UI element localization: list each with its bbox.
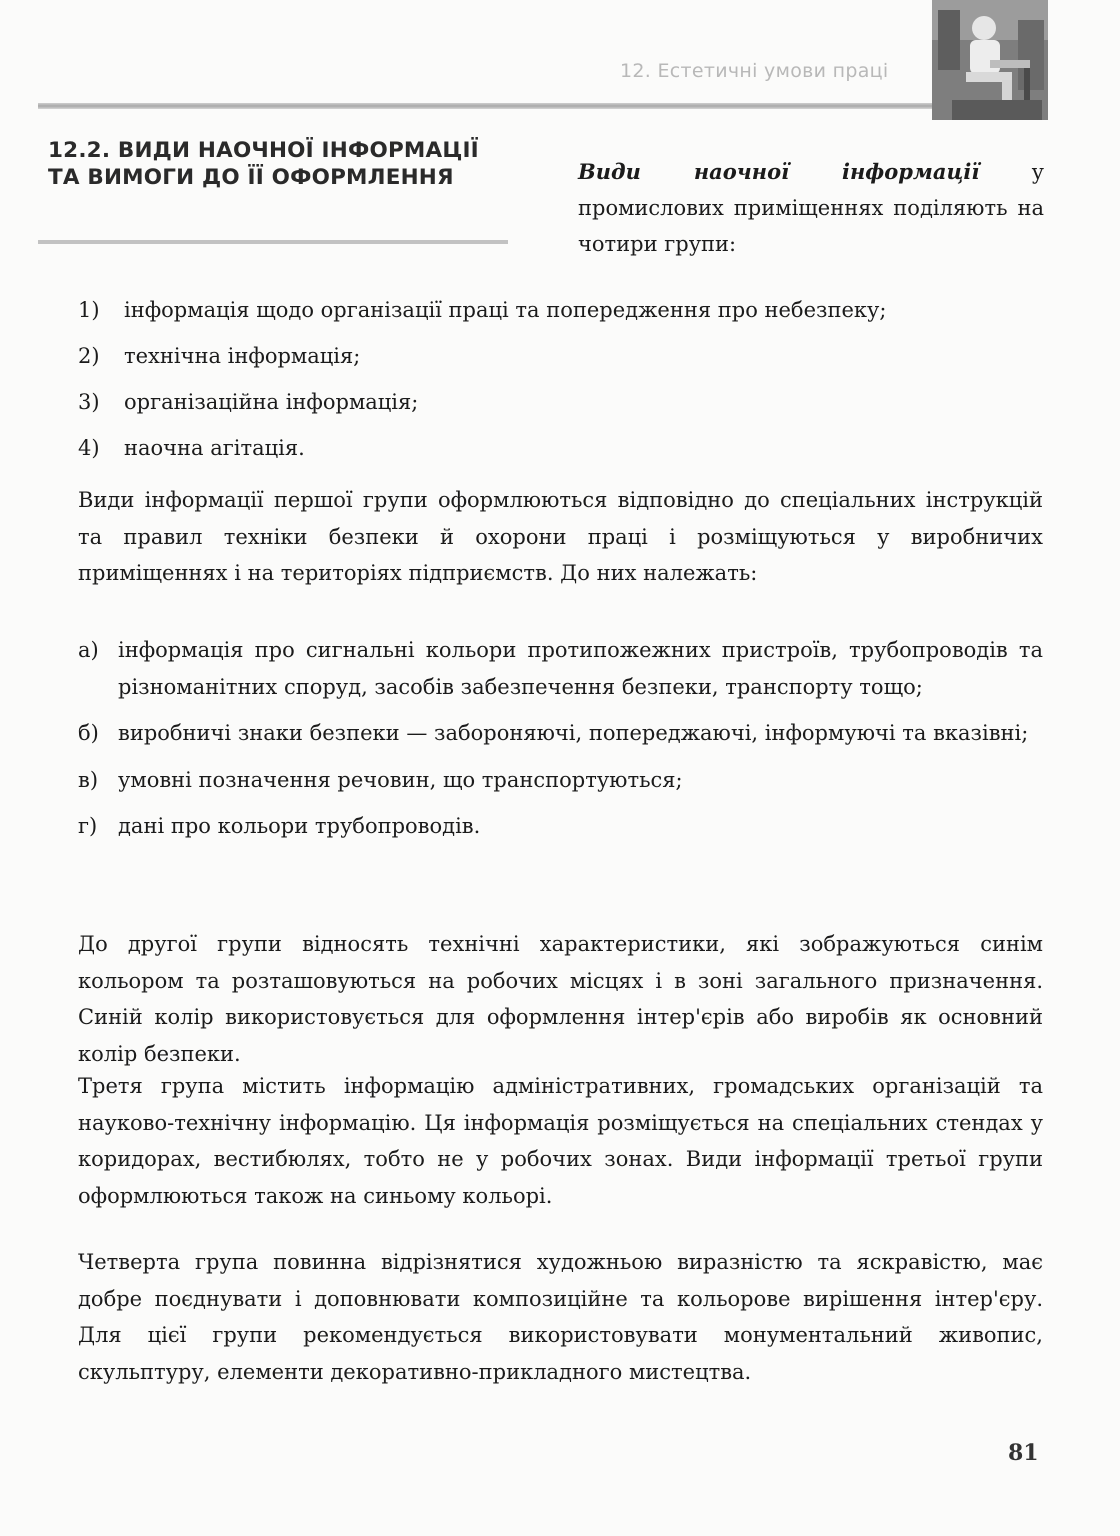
list-item: [78, 762, 1043, 799]
paragraph-third-group: Третя група містить інформацію адміністративних, громадських організацій та науково-технічну інформацію. Ця інформація розміщується на спеціальних стендах у коридорах, вестибюлях, тобто не у робочих зонах. Види інформації третьої групи оформлюються також на синьому кольорі.: [78, 1074, 1043, 1208]
list-item: [78, 338, 1048, 384]
heading-rule: [38, 240, 508, 244]
list-item-text: виробничі знаки безпеки — забороняючі, попереджаючі, інформуючі та вказівні;: [118, 721, 1029, 745]
list-item: [78, 632, 1043, 705]
list-marker: 1): [78, 298, 100, 322]
list-item-text: умовні позначення речовин, що транспортуються;: [118, 767, 683, 792]
list-marker: 2): [78, 344, 100, 368]
list-item: [78, 808, 1043, 845]
list-item-text: інформація щодо організації праці та попередження про небезпеку;: [124, 298, 887, 322]
list-item-text: дані про кольори трубопроводів.: [118, 814, 481, 838]
section-heading-line-2: ТА ВИМОГИ ДО ЇЇ ОФОРМЛЕННЯ: [48, 165, 454, 190]
list-item: [78, 384, 1048, 430]
list-item-text: наочна агітація.: [124, 436, 305, 460]
list-item: [78, 292, 1048, 338]
list-marker: г): [78, 814, 98, 838]
list-marker: а): [78, 638, 99, 662]
chapter-thumbnail-picture: [932, 0, 1048, 120]
page-number: 81: [1008, 1440, 1039, 1466]
list-item: [78, 715, 1043, 752]
header-rule: [38, 103, 933, 109]
seated-worker-picture: [932, 0, 1048, 120]
first-group-items-list: [78, 632, 1043, 855]
list-item-text: інформація про сигнальні кольори протипожежних пристроїв, трубопроводів та різноманітних споруд, засобів забезпечення безпеки, транспорту тощо;: [118, 638, 1043, 699]
list-item-text: організаційна інформація;: [124, 390, 419, 414]
intro-term: Види наочної інформації: [578, 159, 980, 184]
intro-paragraph: [578, 154, 1044, 262]
section-heading: [48, 137, 518, 191]
running-header: 12. Естетичні умови праці: [620, 60, 889, 82]
groups-list: [78, 292, 1048, 476]
list-item-text: технічна інформація;: [124, 344, 361, 368]
list-marker: 3): [78, 390, 100, 414]
list-item: [78, 430, 1048, 476]
list-marker: б): [78, 721, 99, 745]
list-marker: в): [78, 767, 99, 792]
list-marker: 4): [78, 436, 100, 460]
paragraph-first-group: Види інформації першої групи оформлюються відповідно до спеціальних інструкцій та правил техніки безпеки й охорони праці і розміщуються у виробничих приміщеннях і на територіях підприємств. До них належать:: [78, 488, 1043, 585]
section-heading-line-1: 12.2. ВИДИ НАОЧНОЇ ІНФОРМАЦІЇ: [48, 138, 479, 163]
paragraph-second-group: До другої групи відносять технічні характеристики, які зображуються синім кольором та розташовуються на робочих місцях і в зоні загального призначення. Синій колір використовується для оформлення інтер'єрів або виробів як основний колір безпеки.: [78, 932, 1043, 1066]
paragraph-fourth-group: Четверта група повинна відрізнятися художньою виразністю та яскравістю, має добре поєднувати і доповнювати композиційне та кольорове вирішення інтер'єру. Для цієї групи рекомендується використовувати монументальний живопис, скульптуру, елементи декоративно-прикладного мистецтва.: [78, 1250, 1043, 1384]
intro-text: у промислових приміщеннях поділяють на чотири групи:: [578, 160, 1044, 256]
